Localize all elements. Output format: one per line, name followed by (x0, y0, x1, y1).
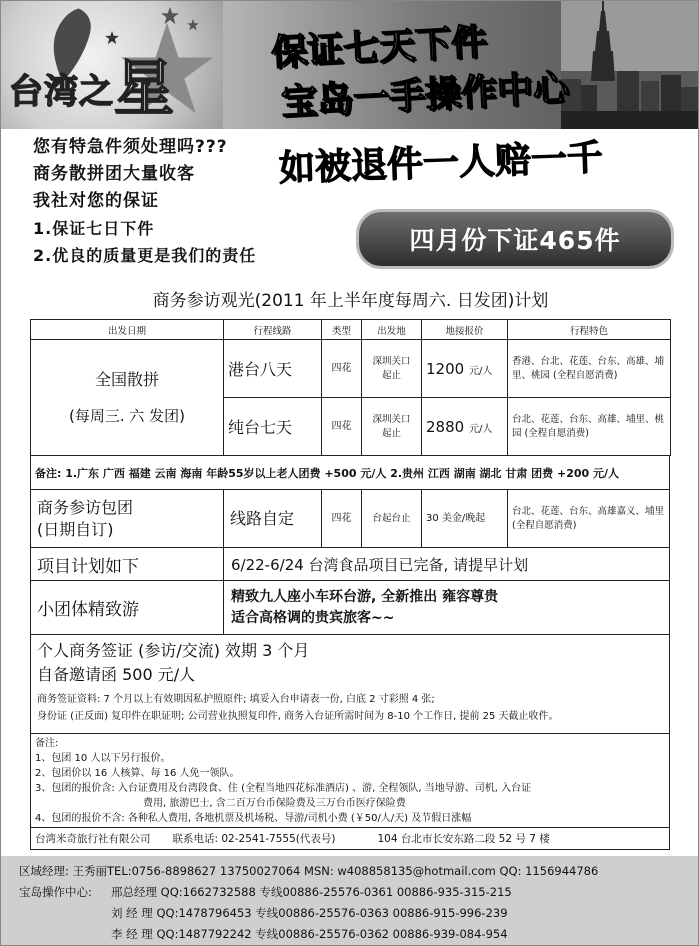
feature-cell: 香港、台北、花莲、台东、高雄、埔里、桃园 (全程自愿消费) (508, 340, 671, 398)
visa-docs: 身份证 (正反面) 复印件在职证明; 公司营业执照复印件, 商务入台证所需时间为 8-10 个工作日, 提前 25 天截止收件。 (37, 711, 559, 722)
slogan-1: 保证七天下件 (270, 21, 489, 74)
route-cell: 纯台七天 (224, 398, 322, 456)
group-cell (31, 340, 224, 456)
footer-notes (30, 734, 670, 828)
small-group-line: 精致九人座小车环台游, 全新推出 雍容尊贵 (231, 589, 499, 605)
note-item: 4、包团的报价不含: 各种私人费用, 各地机票及机场税、导游/司机小费 (￥50/人/天) 及节假日涨幅 (35, 813, 472, 824)
slogan-2: 宝岛一手操作中心 (280, 67, 570, 124)
route-cell: 港台八天 (224, 340, 322, 398)
company-address: 104 台北市长安东路二段 52 号 7 楼 (377, 833, 550, 845)
package-route: 线路自定 (224, 490, 322, 547)
price-unit: 元/人 (468, 423, 493, 435)
company-phone: 联系电话: 02-2541-7555(代表号) (172, 833, 336, 845)
intro-line: 2.优良的质量更是我们的责任 (33, 246, 257, 265)
package-price: 30 美金/晚起 (422, 490, 508, 547)
intro-line: 1.保证七日下件 (33, 219, 155, 238)
intro-line: 您有特急件须处理吗??? (33, 137, 228, 157)
logo-big-char: 星 (114, 54, 175, 124)
table-header-row (31, 320, 671, 340)
small-group-row (30, 581, 670, 635)
note-item: 2、包团价以 16 人核算、每 16 人免一领队。 (35, 768, 240, 779)
intro-line: 商务散拼团大量收客 (33, 164, 195, 184)
package-feature: 台北、花莲、台东、高雄嘉义、埔里 (全程自愿消费) (512, 505, 665, 531)
note-item: 3、包团的报价含: 入台证费用及台湾段食、住 (全程当地四花标准酒店) 、游, 全程领队, 当地导游、司机, 入台证 (35, 783, 532, 794)
group-label: 全国散拼 (94, 369, 159, 389)
plan-title: 商务参访观光(2011 年上半年度每周六. 日发团)计划 (152, 291, 549, 311)
slogan-3: 如被退件一人赔一千 (278, 137, 604, 190)
project-label: 项目计划如下 (31, 548, 224, 580)
package-sub: (日期自订) (37, 519, 114, 539)
type-cell: 四花 (322, 398, 362, 456)
origin-line: 起止 (381, 427, 401, 439)
small-group-text (231, 587, 498, 629)
origin-cell (362, 398, 422, 456)
project-text: 6/22-6/24 台湾食品项目已完备, 请提早计划 (231, 555, 529, 574)
col-header: 行程线路 (224, 320, 322, 340)
notes-title: 备注: (35, 738, 59, 749)
note-item: 费用, 旅游巴士, 含二百万台币保险费及三万台币医疗保险费 (143, 798, 406, 809)
price-cell (422, 340, 508, 398)
contacts-block (1, 856, 699, 946)
package-row (30, 490, 670, 548)
small-star-icon (161, 7, 179, 25)
logo-prefix: 台湾之 (9, 72, 114, 112)
col-header: 出发日期 (31, 320, 224, 340)
april-count-badge (359, 212, 671, 266)
contact-line: 李 经 理 QQ:1487792242 专线00886-25576-0362 00886-939-084-954 (111, 927, 508, 941)
price-value: 1200 (426, 359, 465, 378)
surcharge-note: 备注: 1.广东 广西 福建 云南 海南 年龄55岁以上老人团费 +500 元/人 2.贵州 江西 湖南 湖北 甘肃 团费 +200 元/人 (30, 456, 670, 490)
logo-area (1, 1, 223, 129)
company-name: 台湾米奇旅行社有限公司 (35, 833, 151, 845)
visa-line: 自备邀请函 500 元/人 (37, 665, 196, 684)
itinerary-table (30, 319, 671, 456)
price-cell (422, 398, 508, 456)
group-sub: (每周三. 六 发团) (68, 406, 185, 425)
col-header: 行程特色 (508, 320, 671, 340)
package-label-cell (31, 490, 224, 547)
slogans (270, 19, 651, 190)
small-group-label: 小团体精致游 (31, 581, 224, 634)
small-group-line: 适合高格调的贵宾旅客~~ (231, 610, 395, 626)
logo-text (9, 41, 175, 127)
april-count-text: 四月份下证465件 (409, 226, 621, 255)
package-label: 商务参访包团 (37, 497, 134, 517)
company-row (30, 828, 670, 850)
price-unit: 元/人 (468, 365, 493, 377)
table-row (31, 340, 671, 398)
feature-cell: 台北、花莲、台东、高雄、埔里、桃园 (全程自愿消费) (508, 398, 671, 456)
price-value: 2880 (426, 417, 465, 436)
origin-line: 深圳关口 (372, 355, 411, 367)
origin-cell (362, 340, 422, 398)
visa-line: 个人商务签证 (参访/交流) 效期 3 个月 (37, 641, 310, 660)
small-star-icon (187, 19, 199, 31)
contact-label: 宝岛操作中心: (19, 885, 92, 899)
contact-line: 区域经理: 王秀丽TEL:0756-8898627 13750027064 MSN: w408858135@hotmail.com QQ: 1156944786 (19, 864, 599, 878)
package-type: 四花 (322, 490, 362, 547)
intro-line: 我社对您的保证 (33, 191, 159, 211)
col-header: 类型 (322, 320, 362, 340)
contact-line: 邢总经理 QQ:1662732588 专线00886-25576-0361 00886-935-315-215 (111, 885, 512, 899)
contact-line: 刘 经 理 QQ:1478796453 专线00886-25576-0363 00886-915-996-239 (111, 906, 508, 920)
package-origin: 台起台止 (362, 490, 422, 547)
intro-block (33, 134, 353, 269)
visa-docs: 商务签证资料: 7 个月以上有效期因私护照原件; 填妥入台申请表一份, 白底 2 寸彩照 4 张; (37, 694, 435, 705)
visa-row (30, 635, 670, 734)
col-header: 出发地 (362, 320, 422, 340)
type-cell: 四花 (322, 340, 362, 398)
project-row (30, 548, 670, 581)
origin-line: 深圳关口 (372, 413, 411, 425)
origin-line: 起止 (381, 369, 401, 381)
col-header: 地接报价 (422, 320, 508, 340)
note-item: 1、包团 10 人以下另行报价。 (35, 753, 171, 764)
